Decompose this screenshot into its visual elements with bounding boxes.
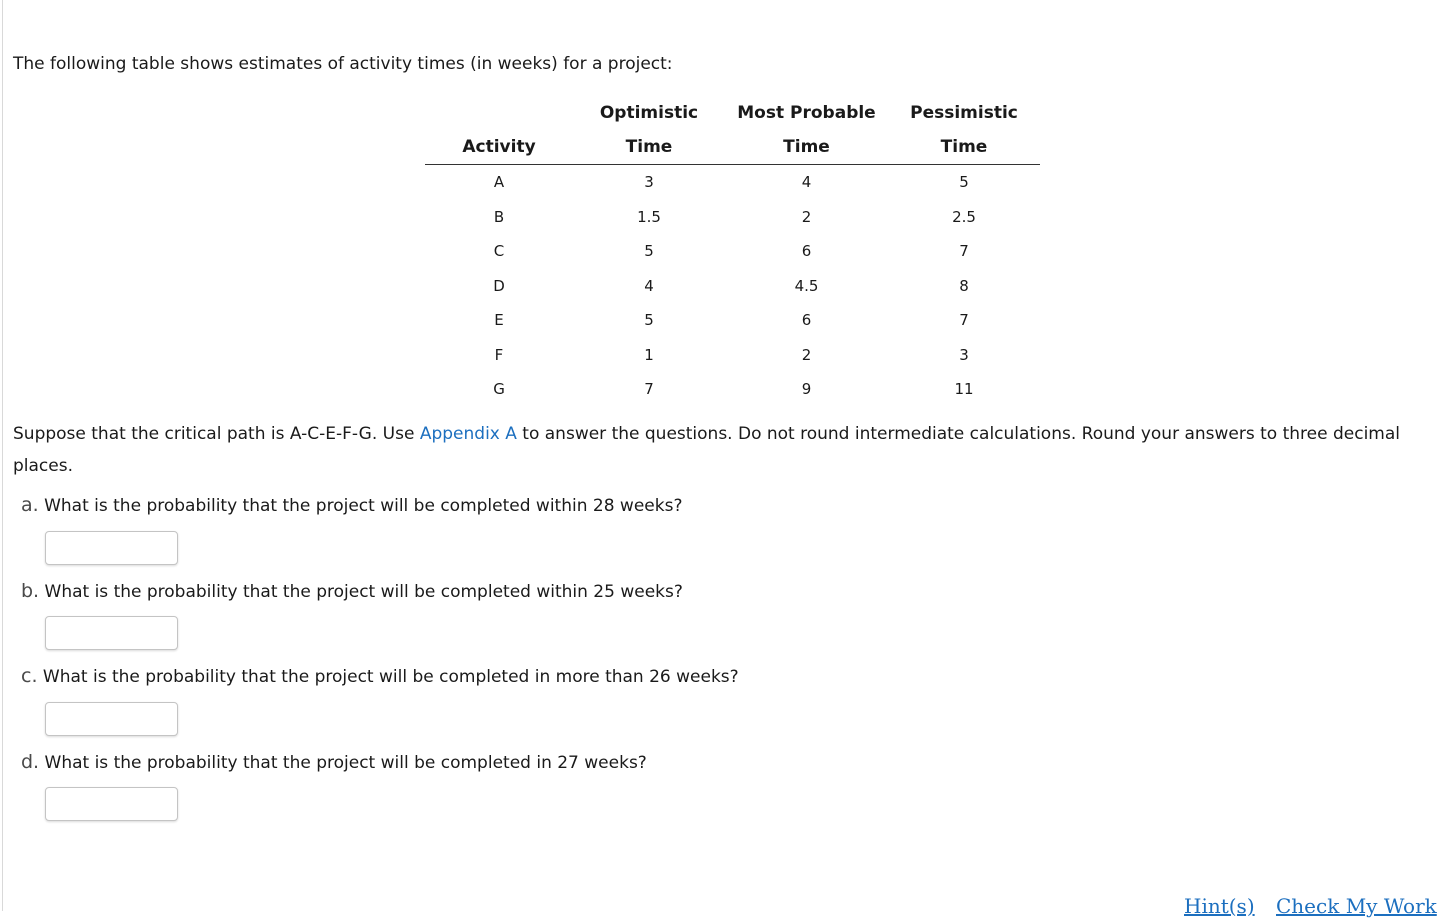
cell-most-probable: 2 bbox=[801, 207, 812, 226]
question-a bbox=[21, 493, 682, 518]
table-row bbox=[425, 165, 1040, 200]
instructions-before-link: Suppose that the critical path is A-C-E-F-G. Use bbox=[13, 424, 420, 444]
cell-most-probable: 2 bbox=[801, 345, 812, 364]
cell-pessimistic: 3 bbox=[959, 345, 969, 364]
cell-optimistic: 7 bbox=[644, 380, 654, 399]
cell-optimistic: 5 bbox=[644, 311, 654, 330]
cell-activity: F bbox=[494, 345, 504, 364]
cell-pessimistic: 8 bbox=[959, 276, 969, 295]
cell-pessimistic: 7 bbox=[959, 242, 969, 261]
answer-input-c[interactable] bbox=[45, 702, 178, 736]
question-c bbox=[21, 664, 739, 689]
answer-input-a[interactable] bbox=[45, 531, 178, 565]
appendix-a-link[interactable]: Appendix A bbox=[419, 424, 517, 444]
cell-activity: C bbox=[493, 242, 505, 261]
cell-pessimistic: 5 bbox=[959, 173, 969, 192]
question-letter: d. bbox=[21, 751, 40, 773]
header-pessimistic-time: Time bbox=[888, 130, 1040, 165]
cell-optimistic: 3 bbox=[644, 173, 654, 192]
header-pessimistic: Pessimistic bbox=[910, 103, 1018, 123]
intro-text: The following table shows estimates of activity times (in weeks) for a project: bbox=[13, 54, 673, 74]
table-row bbox=[425, 372, 1040, 407]
header-optimistic: Optimistic bbox=[599, 103, 699, 123]
cell-activity: G bbox=[493, 380, 505, 399]
cell-most-probable: 6 bbox=[801, 242, 812, 261]
header-most-probable-time: Time bbox=[725, 130, 888, 165]
cell-most-probable: 6 bbox=[801, 311, 812, 330]
cell-optimistic: 4 bbox=[644, 276, 654, 295]
table-header-row-top bbox=[425, 96, 1040, 130]
cell-pessimistic: 7 bbox=[959, 311, 969, 330]
header-optimistic-time: Time bbox=[573, 130, 725, 165]
cell-pessimistic: 11 bbox=[954, 380, 974, 399]
table-row bbox=[425, 200, 1040, 235]
activity-times-table bbox=[425, 96, 1040, 407]
table-row bbox=[425, 303, 1040, 338]
header-activity: Activity bbox=[425, 130, 573, 165]
cell-optimistic: 5 bbox=[644, 242, 654, 261]
instructions-text bbox=[13, 418, 1433, 482]
cell-activity: D bbox=[493, 276, 505, 295]
cell-activity: A bbox=[493, 173, 505, 192]
question-b bbox=[21, 579, 683, 604]
cell-most-probable: 9 bbox=[801, 380, 812, 399]
question-text: What is the probability that the project will be completed within 25 weeks? bbox=[39, 582, 683, 602]
table-row bbox=[425, 269, 1040, 304]
cell-pessimistic: 2.5 bbox=[952, 207, 976, 226]
answer-input-d[interactable] bbox=[45, 787, 178, 821]
table-row bbox=[425, 234, 1040, 269]
cell-most-probable: 4.5 bbox=[794, 276, 819, 295]
hints-link[interactable]: Hint(s) bbox=[1184, 894, 1255, 918]
instructions-after-link: to answer the questions. Do not round intermediate calculations. Round your answers to three decimal places. bbox=[13, 424, 1401, 476]
question-text: What is the probability that the project will be completed in more than 26 weeks? bbox=[37, 667, 739, 687]
cell-activity: E bbox=[494, 311, 504, 330]
table-row bbox=[425, 338, 1040, 373]
left-border bbox=[2, 0, 3, 911]
table-header-row-bottom bbox=[425, 130, 1040, 165]
cell-most-probable: 4 bbox=[801, 173, 812, 192]
check-my-work-link[interactable]: Check My Work bbox=[1276, 894, 1437, 918]
question-letter: c. bbox=[21, 665, 38, 687]
header-most-probable: Most Probable bbox=[737, 103, 876, 123]
question-d bbox=[21, 750, 647, 775]
question-text: What is the probability that the project will be completed within 28 weeks? bbox=[38, 496, 683, 516]
cell-activity: B bbox=[493, 207, 505, 226]
question-letter: a. bbox=[21, 494, 39, 516]
cell-optimistic: 1 bbox=[644, 345, 654, 364]
question-letter: b. bbox=[21, 580, 40, 602]
answer-input-b[interactable] bbox=[45, 616, 178, 650]
cell-optimistic: 1.5 bbox=[637, 207, 661, 226]
question-text: What is the probability that the project will be completed in 27 weeks? bbox=[39, 753, 647, 773]
header-activity-top bbox=[425, 96, 573, 130]
